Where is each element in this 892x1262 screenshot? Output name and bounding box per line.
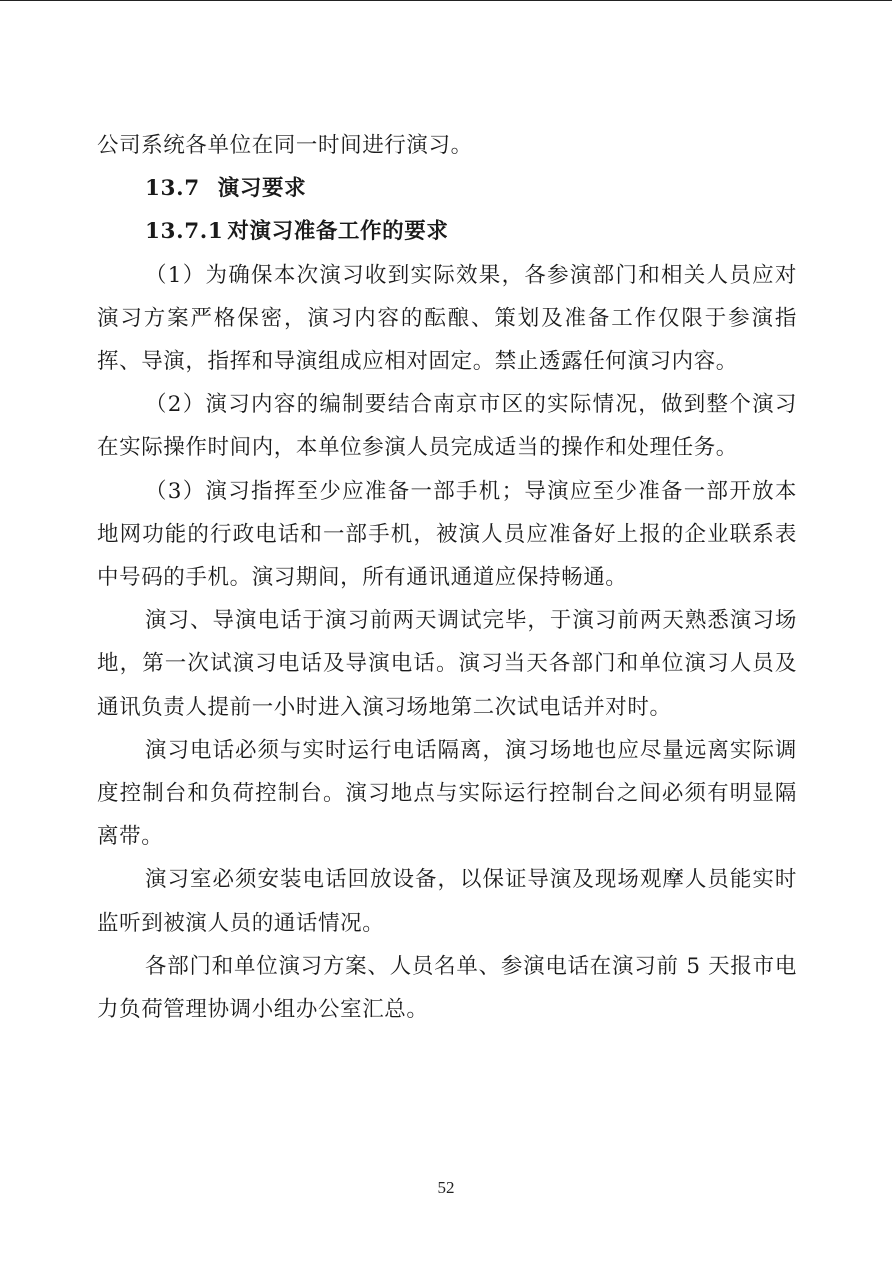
body-paragraph-5: 演习电话必须与实时运行电话隔离，演习场地也应尽量远离实际调度控制台和负荷控制台。演习地点与实际运行控制台之间必须有明显隔离带。 [97, 737, 797, 850]
intro-paragraph: 公司系统各单位在同一时间进行演习。 [97, 133, 473, 158]
body-paragraph-6: 演习室必须安装电话回放设备，以保证导演及现场观摩人员能实时监听到被演人员的通话情况。 [97, 867, 797, 936]
subsection-title: 对演习准备工作的要求 [227, 219, 449, 245]
page-number: 52 [437, 1178, 455, 1197]
subsection-number: 13.7.1 [145, 219, 224, 245]
subsection-heading [97, 210, 797, 253]
top-border-line [0, 0, 892, 1]
body-paragraph-1: （1）为确保本次演习收到实际效果，各参演部门和相关人员应对演习方案严格保密，演习内容的酝酿、策划及准备工作仅限于参演指挥、导演，指挥和导演组成应相对固定。禁止透露任何演习内容。 [97, 262, 797, 375]
section-title: 演习要求 [217, 176, 307, 202]
body-paragraph-2: （2）演习内容的编制要结合南京市区的实际情况，做到整个演习在实际操作时间内，本单位参演人员完成适当的操作和处理任务。 [97, 392, 797, 461]
section-number: 13.7 [145, 176, 200, 202]
document-page [97, 124, 797, 1031]
body-paragraph-7: 各部门和单位演习方案、人员名单、参演电话在演习前 5 天报市电力负荷管理协调小组办公室汇总。 [97, 953, 797, 1023]
body-paragraph-4: 演习、导演电话于演习前两天调试完毕，于演习前两天熟悉演习场地，第一次试演习电话及导演电话。演习当天各部门和单位演习人员及通讯负责人提前一小时进入演习场地第二次试电话并对时。 [97, 608, 797, 720]
body-paragraph-3: （3）演习指挥至少应准备一部手机；导演应至少准备一部开放本地网功能的行政电话和一部手机，被演人员应准备好上报的企业联系表中号码的手机。演习期间，所有通讯通道应保持畅通。 [97, 478, 797, 591]
section-heading [97, 167, 797, 210]
